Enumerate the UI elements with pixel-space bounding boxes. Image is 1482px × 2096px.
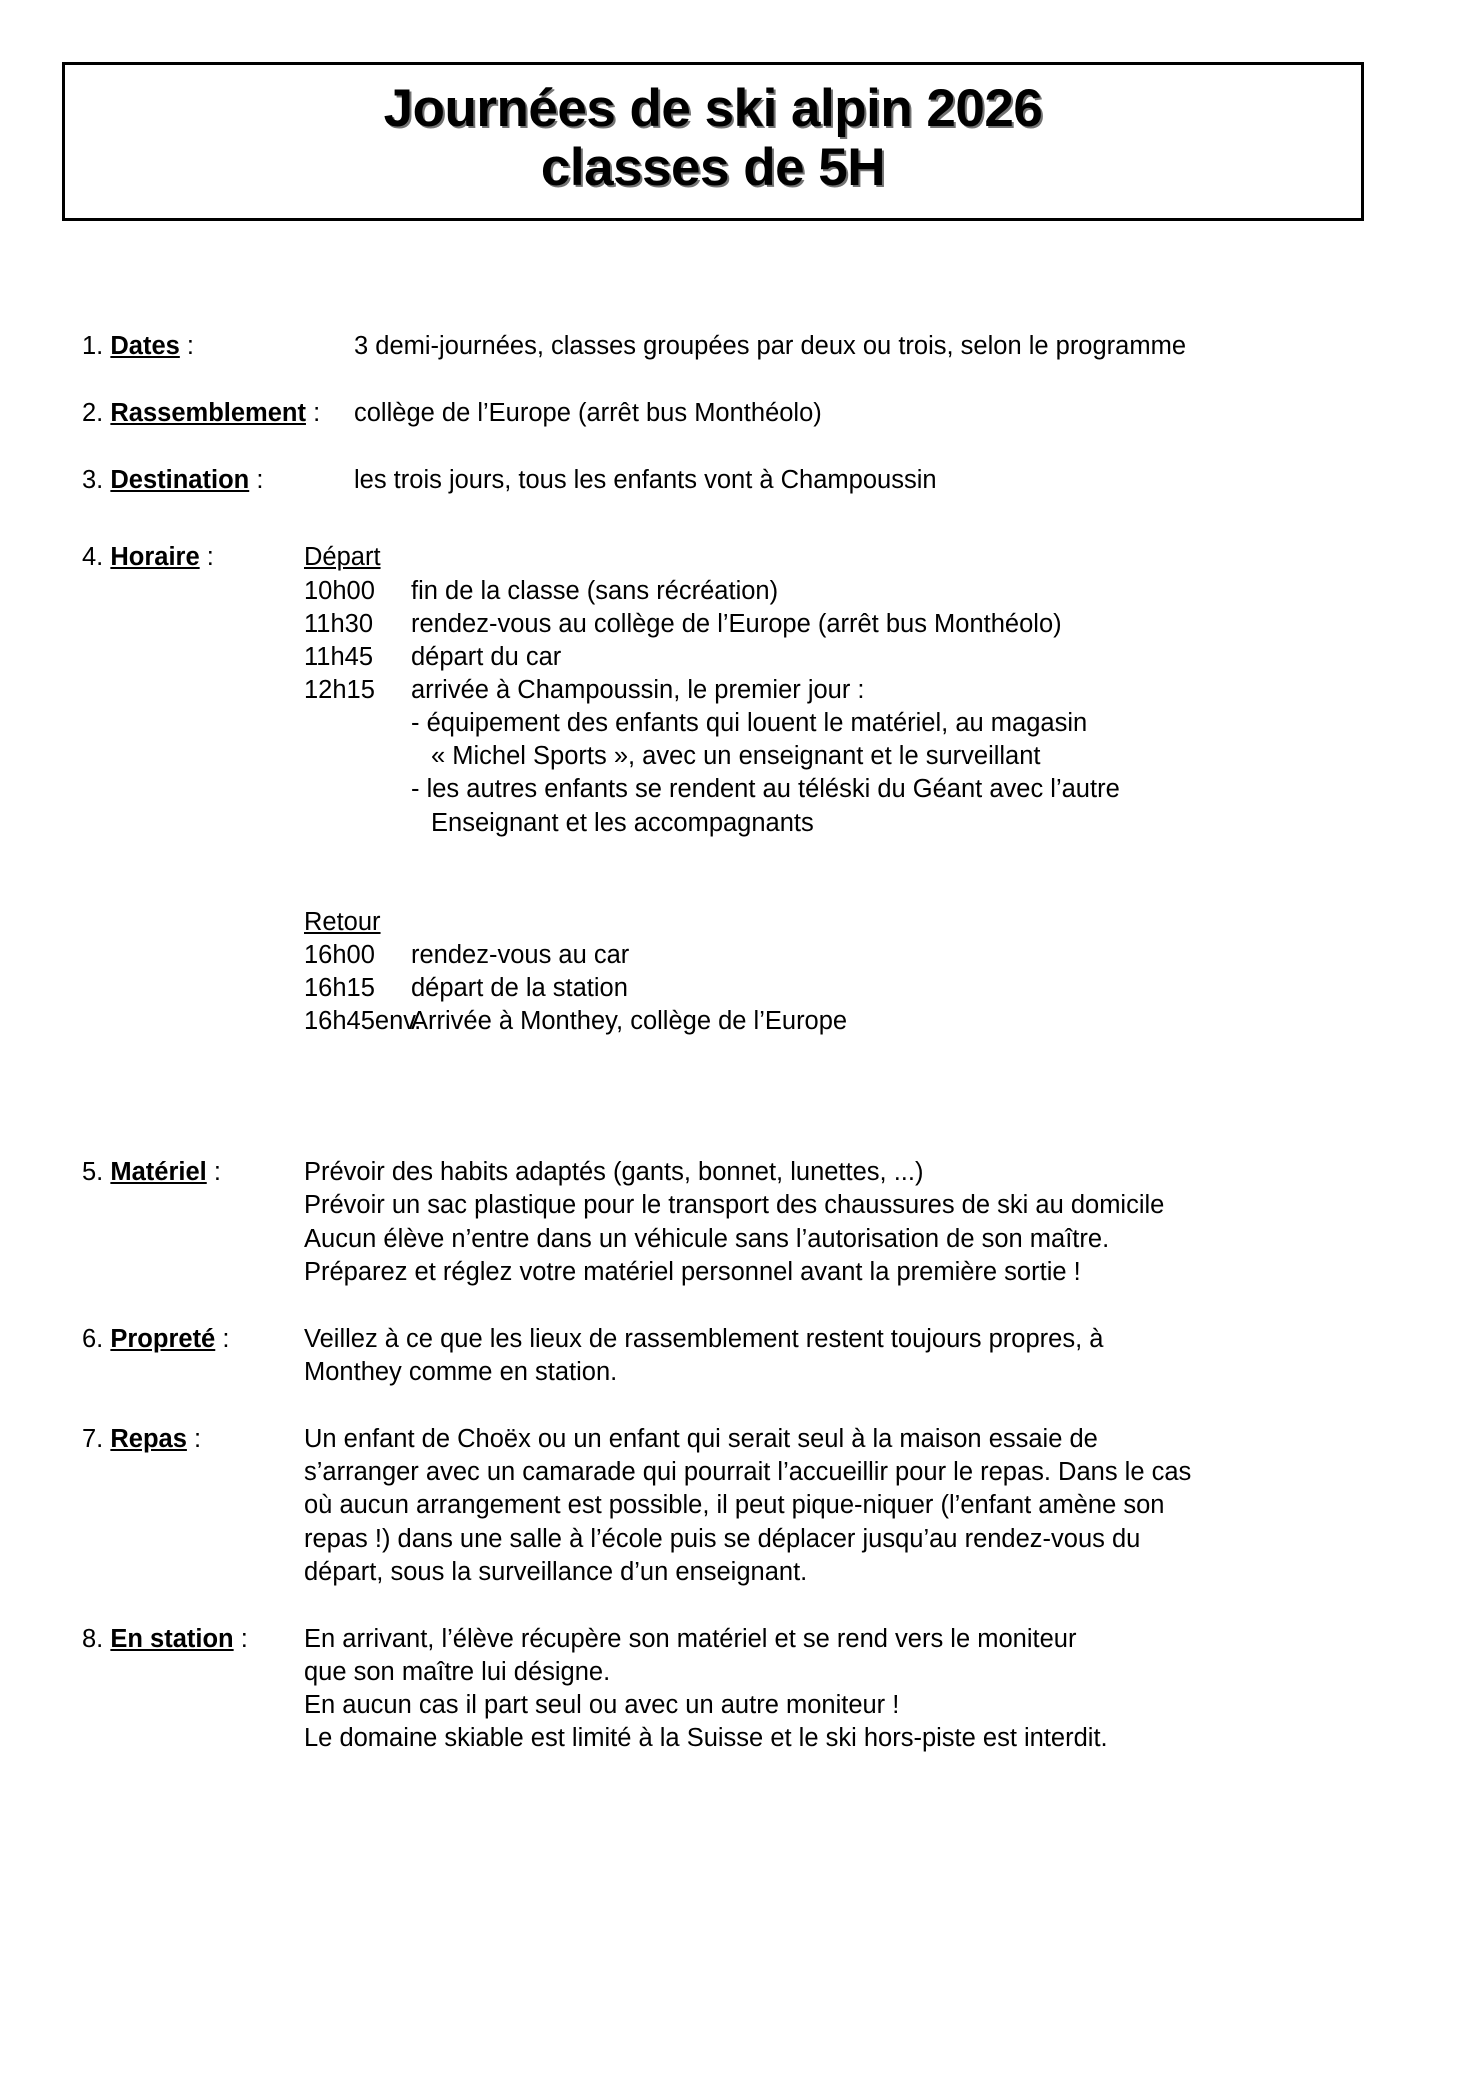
section-label-dates: [82, 330, 354, 363]
schedule-row: [304, 641, 1482, 674]
schedule-time: 10h00: [304, 576, 375, 605]
schedule-sub-line: - équipement des enfants qui louent le matériel, au magasin: [411, 709, 1088, 738]
section-number: 5.: [82, 1158, 104, 1187]
section-colon: :: [194, 1425, 202, 1454]
schedule-text: arrivée à Champoussin, le premier jour :: [411, 675, 865, 704]
spacer: [0, 1389, 1482, 1423]
schedule-time: 11h30: [304, 609, 374, 638]
schedule-time: 11h45: [304, 642, 374, 671]
body-line: Aucun élève n’entre dans un véhicule sans l’autorisation de son maître.: [304, 1224, 1110, 1253]
schedule-row: [304, 939, 1482, 972]
spacer: [304, 840, 1482, 906]
section-label-horaire: [82, 541, 304, 574]
schedule-text: rendez-vous au car: [411, 940, 630, 969]
schedule-heading-departure: Départ: [304, 543, 381, 572]
section-destination: [0, 464, 1482, 497]
section-body-materiel: [304, 1156, 1482, 1289]
body-line: les trois jours, tous les enfants vont à Champoussin: [354, 466, 937, 495]
body-line: Le domaine skiable est limité à la Suisse et le ski hors-piste est interdit.: [304, 1724, 1108, 1753]
section-keyword: Rassemblement: [110, 399, 306, 428]
body-line: Veillez à ce que les lieux de rassemblement restent toujours propres, à: [304, 1324, 1104, 1353]
schedule-text: rendez-vous au collège de l’Europe (arrêt bus Monthéolo): [411, 609, 1062, 638]
body-line: 3 demi-journées, classes groupées par deux ou trois, selon le programme: [354, 332, 1187, 360]
section-colon: :: [186, 332, 195, 360]
section-body-dates: [354, 330, 1482, 363]
section-number: 7.: [82, 1425, 104, 1454]
schedule-time: 16h00: [304, 940, 375, 969]
body-line: Prévoir des habits adaptés (gants, bonnet, lunettes, ...): [304, 1158, 924, 1187]
document-body: [0, 330, 1482, 1755]
section-label-rassemblement: [82, 397, 354, 430]
section-label-materiel: [82, 1156, 304, 1189]
section-number: 4.: [82, 543, 104, 572]
spacer: [0, 1589, 1482, 1623]
spacer: [0, 363, 1482, 397]
section-number: 1.: [82, 332, 104, 360]
body-line: Préparez et réglez votre matériel personnel avant la première sortie !: [304, 1257, 1081, 1286]
title-box: [62, 62, 1364, 221]
schedule-row: [304, 575, 1482, 608]
section-keyword: Dates: [110, 332, 180, 360]
section-colon: :: [222, 1324, 230, 1353]
section-en-station: [0, 1623, 1482, 1756]
spacer: [0, 1038, 1482, 1156]
body-line: Prévoir un sac plastique pour le transport des chaussures de ski au domicile: [304, 1191, 1165, 1220]
section-label-destination: [82, 464, 354, 497]
section-colon: :: [213, 1158, 221, 1187]
section-materiel: [0, 1156, 1482, 1289]
schedule-row: [304, 1005, 1482, 1038]
section-repas: [0, 1423, 1482, 1589]
section-keyword: Matériel: [110, 1158, 207, 1187]
section-rassemblement: [0, 397, 1482, 430]
schedule-sub-line: - les autres enfants se rendent au téléski du Géant avec l’autre: [411, 775, 1120, 804]
section-keyword: Horaire: [110, 543, 200, 572]
schedule-row: [304, 972, 1482, 1005]
section-label-proprete: [82, 1323, 304, 1356]
schedule-time: 16h15: [304, 973, 375, 1002]
schedule-block: [304, 541, 1482, 1038]
section-label-en-station: [82, 1623, 304, 1656]
schedule-heading-return: Retour: [304, 907, 381, 936]
body-line: que son maître lui désigne.: [304, 1657, 611, 1686]
section-label-repas: [82, 1423, 304, 1456]
section-keyword: En station: [110, 1624, 234, 1653]
section-body-rassemblement: [354, 397, 1482, 430]
section-number: 3.: [82, 466, 104, 495]
spacer: [0, 1289, 1482, 1323]
section-keyword: Destination: [110, 466, 250, 495]
schedule-sub-line: « Michel Sports », avec un enseignant et le surveillant: [431, 742, 1041, 771]
spacer: [0, 430, 1482, 464]
page-title-line-2: classes de 5H: [540, 138, 886, 198]
schedule-sub-line: Enseignant et les accompagnants: [431, 808, 814, 837]
section-number: 2.: [82, 399, 104, 428]
section-body-en-station: [304, 1623, 1482, 1756]
page-title-line-1: Journées de ski alpin 2026: [383, 79, 1043, 138]
body-line: En aucun cas il part seul ou avec un autre moniteur !: [304, 1691, 900, 1720]
schedule-text: départ du car: [411, 642, 562, 671]
section-dates: [0, 330, 1482, 363]
body-line: s’arranger avec un camarade qui pourrait l’accueillir pour le repas. Dans le cas: [304, 1458, 1192, 1487]
section-colon: :: [256, 466, 264, 495]
body-line: Un enfant de Choëx ou un enfant qui serait seul à la maison essaie de: [304, 1425, 1098, 1454]
spacer: [0, 497, 1482, 541]
section-keyword: Repas: [110, 1425, 187, 1454]
schedule-text: départ de la station: [411, 973, 628, 1002]
schedule-row: [304, 674, 1482, 707]
schedule-row: [304, 608, 1482, 641]
body-line: repas !) dans une salle à l’école puis se déplacer jusqu’au rendez-vous du: [304, 1524, 1141, 1553]
schedule-text: fin de la classe (sans récréation): [411, 576, 779, 605]
section-body-proprete: [304, 1323, 1482, 1389]
body-line: où aucun arrangement est possible, il peut pique-niquer (l’enfant amène son: [304, 1491, 1165, 1520]
section-horaire: [0, 541, 1482, 1038]
schedule-time: 16h45env.: [304, 1007, 422, 1036]
body-line: En arrivant, l’élève récupère son matériel et se rend vers le moniteur: [304, 1624, 1077, 1653]
section-colon: :: [313, 399, 321, 428]
section-proprete: [0, 1323, 1482, 1389]
section-body-repas: [304, 1423, 1482, 1589]
body-line: Monthey comme en station.: [304, 1357, 618, 1386]
section-number: 6.: [82, 1324, 104, 1353]
section-colon: :: [206, 543, 214, 572]
section-body-destination: [354, 464, 1482, 497]
section-colon: :: [240, 1624, 248, 1653]
schedule-text: Arrivée à Monthey, collège de l’Europe: [411, 1007, 848, 1036]
section-number: 8.: [82, 1624, 104, 1653]
schedule-time: 12h15: [304, 675, 375, 704]
body-line: départ, sous la surveillance d’un enseignant.: [304, 1557, 808, 1586]
body-line: collège de l’Europe (arrêt bus Monthéolo): [354, 399, 822, 428]
section-keyword: Propreté: [110, 1324, 216, 1353]
